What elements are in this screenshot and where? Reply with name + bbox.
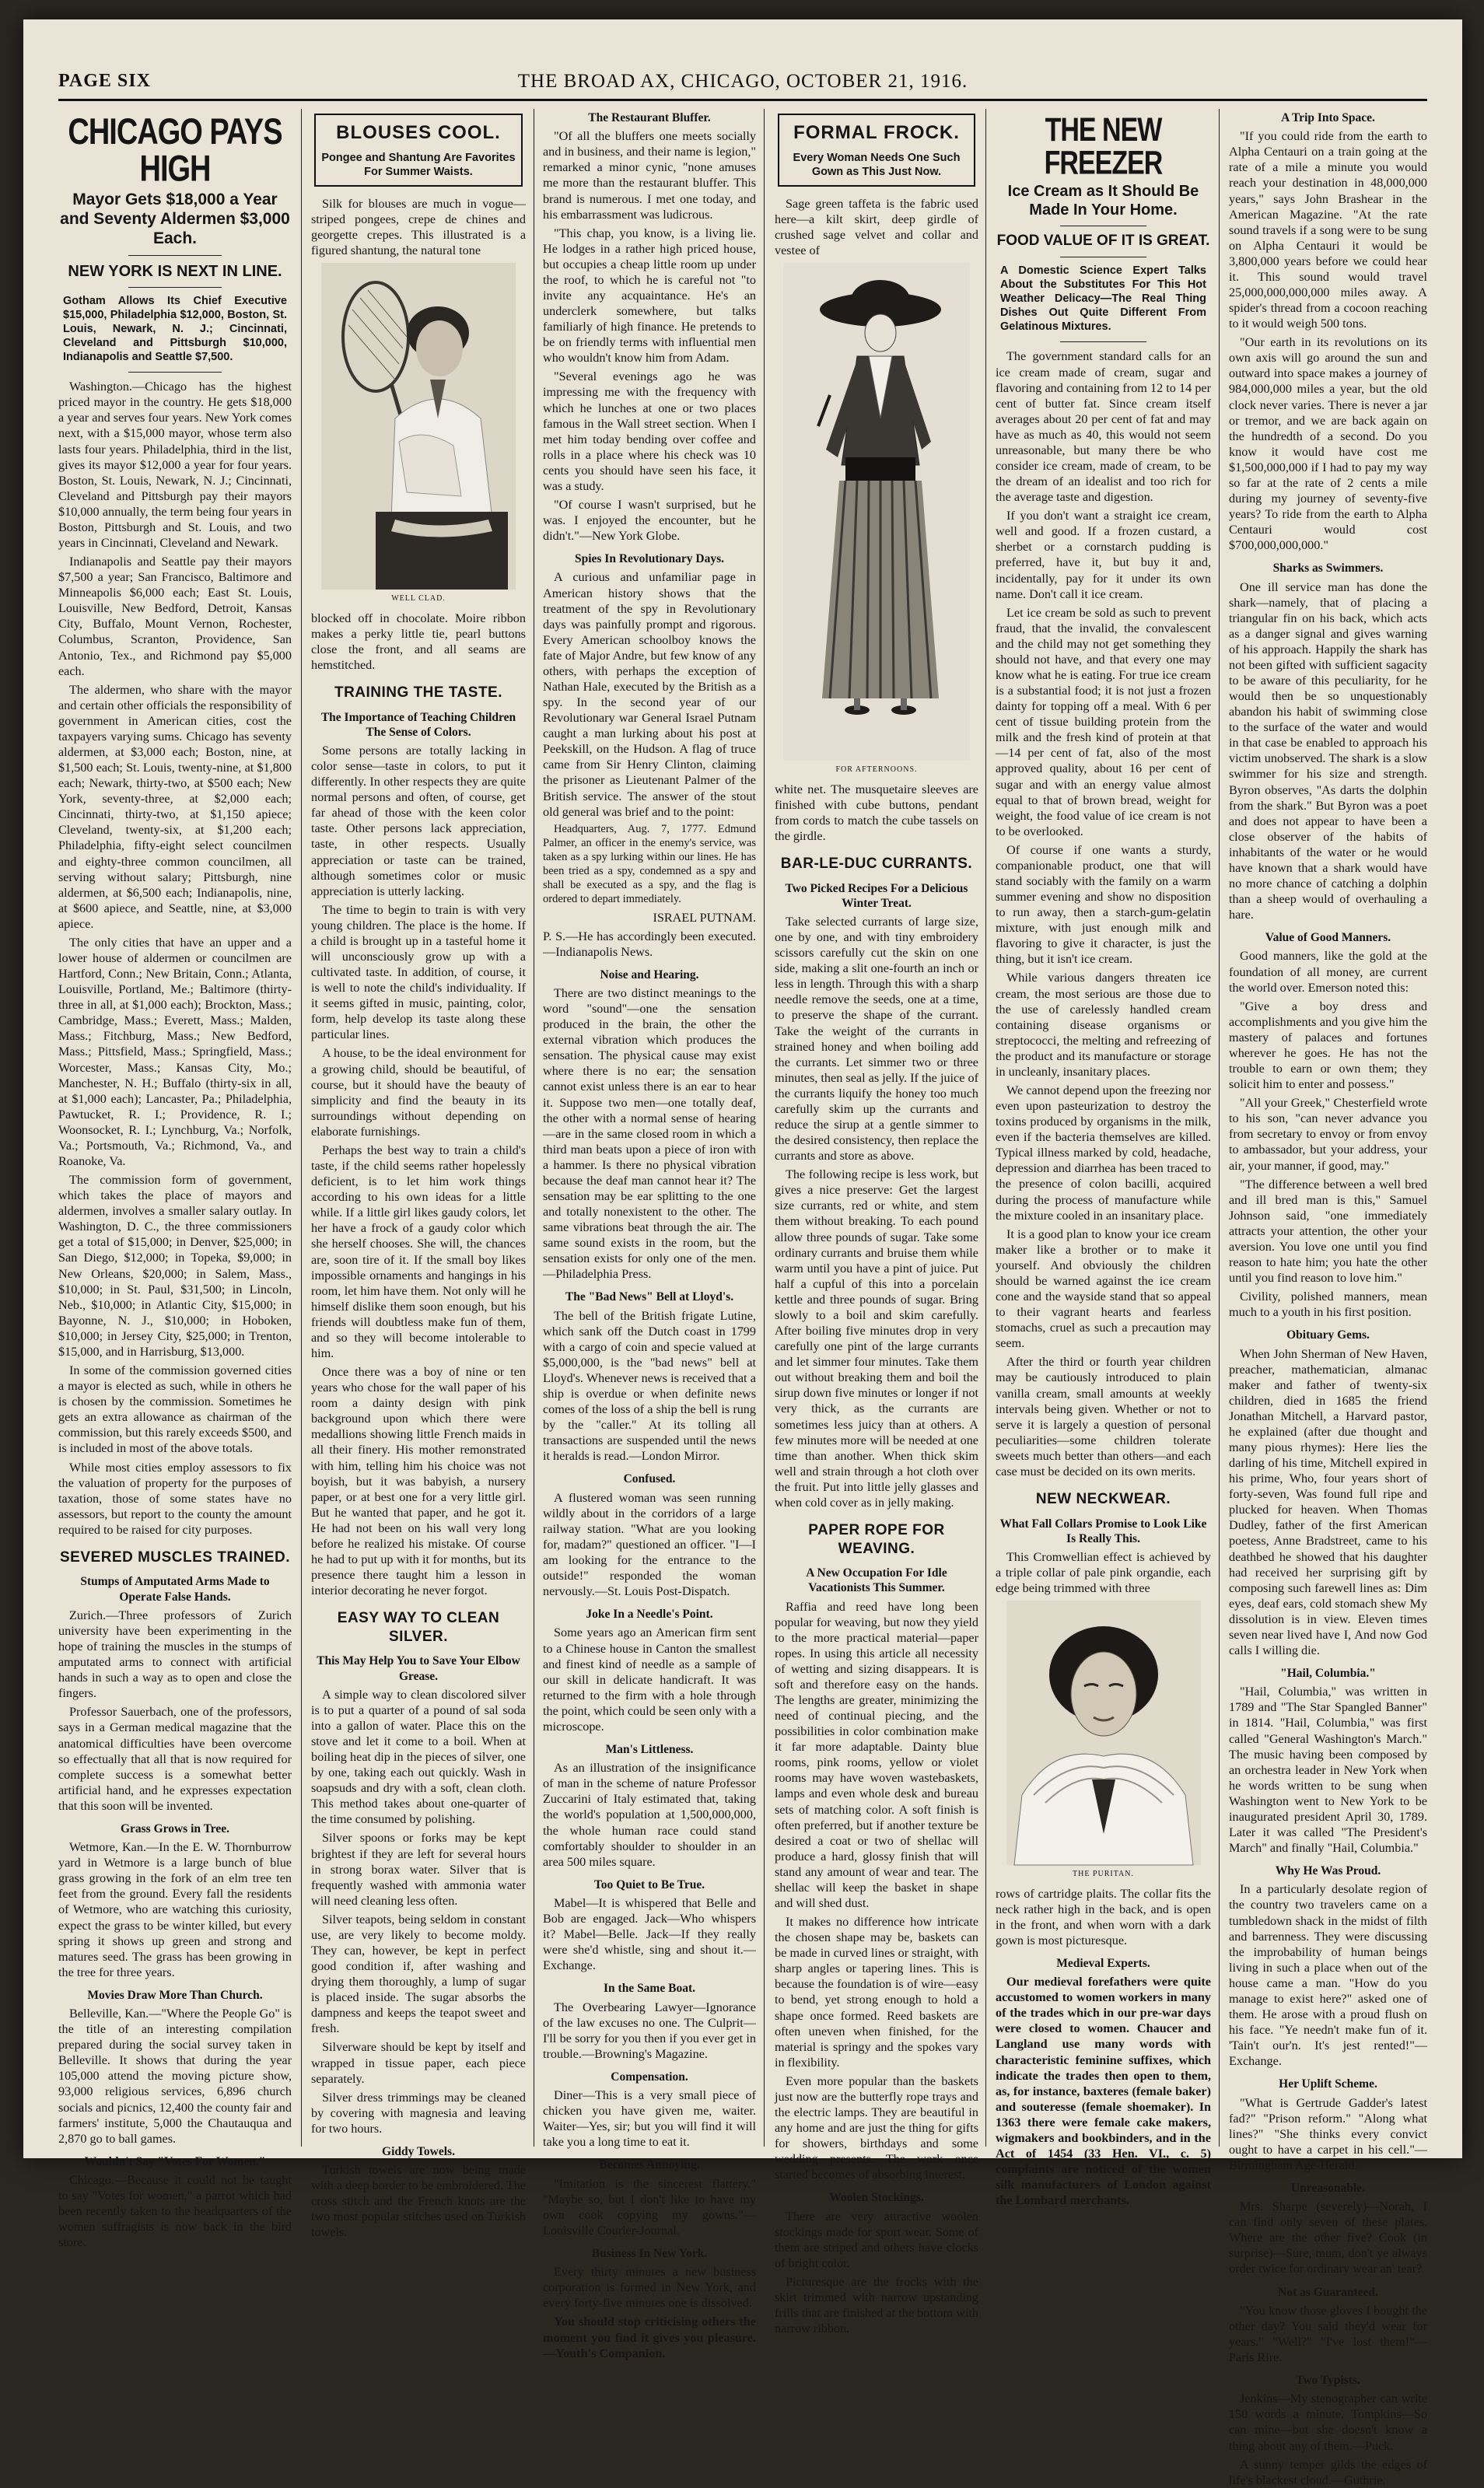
story-headline: Wouldn't Say "Votes For Women." xyxy=(84,2154,266,2168)
story-headline: PAPER ROPE FOR WEAVING. xyxy=(808,1521,945,1557)
paragraph: Our medieval forefathers were quite accustomed to women workers in many of the trades which in our pre-war days were closed to women. Chaucer and Langland use many words with characteristic feminine suffixes, which indicate the trades then open to them, as, for instance, baxteres (female baker) and souteresse (female shoemaker). In 1363 there were female cake makers, wigmakers and bookbinders, and in the Act of 1454 (33 Hen. VI., c. 5) complaints are noticed of the women silk manufacturers of London against the Lombard merchants. xyxy=(996,1975,1211,2208)
story-headline: EASY WAY TO CLEAN SILVER. xyxy=(337,1610,500,1645)
paragraph: The bell of the British frigate Lutine, which sank off the Dutch coast in 1799 with a cargo of coin and specie valued at $5,000,000, is the "bad news" bell at Lloyd's. Whenever news is received that a ship is overdue or when definite news comes of the loss of a ship the bell is rung by the "caller." At its tolling all transactions are suspended until the news it heralds is read.—London Mirror. xyxy=(543,1308,756,1464)
paragraph: A house, to be the ideal environment for a growing child, should be beautiful, of course, but it should have the beauty of simplicity and find the beauty in its surroundings without depending on elaborate furnishings. xyxy=(311,1046,526,1139)
column-rule xyxy=(764,109,765,2147)
paragraph: While various dangers threaten ice cream, the most serious are those due to the use of carelessly handled cream containing disease organisms or streptococci, the melting and refreezing of the product and its manufacture or storage in uncleanly, insanitary places. xyxy=(996,971,1211,1079)
column-2 xyxy=(311,109,526,2240)
paragraph: "Of course I wasn't surprised, but he was. I enjoyed the encounter, but he didn't."—New York Globe. xyxy=(543,498,756,544)
story-headline: Noise and Hearing. xyxy=(600,968,699,982)
paragraph: "Our earth in its revolutions on its own axis will go around the sun and outward into space makes a journey of 984,000,000 miles a year, but the old clock never varies. There is never a jar or tremor, and we are back again on the hundredth of a second. Do you know it would have cost me $1,500,000,000 if I had to pay my way so far at the rate of 2 cents a mile during my journey of seventy-five years? To ride from the earth to Alpha Centauri would cost $700,000,000,000." xyxy=(1229,335,1427,553)
paragraph: blocked off in chocolate. Moire ribbon makes a perky little tie, pearl buttons close the front, and all seams are hemstitched. xyxy=(311,611,526,672)
story-headline: Spies In Revolutionary Days. xyxy=(574,552,725,566)
paragraph: The time to begin to train is with very young children. The place is the home. If a child is brought up in a tasteful home it will unconsciously grow up with a cultivated taste. In addition, of course, it is well to note the child's individuality. If it seems gifted in music, painting, color, form, help develop its taste along these particular lines. xyxy=(311,902,526,1042)
paragraph: Mabel—It is whispered that Belle and Bob are engaged. Jack—Who whispers it? Mabel—Belle. Jack—If they really were she'd whistle, sing and shout it.—Exchange. xyxy=(543,1895,756,1973)
paragraph: Headquarters, Aug. 7, 1777. Edmund Palmer, an officer in the enemy's service, was taken as a spy lurking within our lines. He has been tried as a spy, condemned as a spy and shall be executed as a spy, and the flag is ordered to depart immediately. xyxy=(543,822,756,905)
story-deck: Two Picked Recipes For a Delicious Winter Treat. xyxy=(785,881,968,910)
fashion-photo-blouse xyxy=(321,263,516,590)
story-headline: NEW NECKWEAR. xyxy=(1035,1490,1171,1507)
story-headline: Medieval Experts. xyxy=(1056,1956,1150,1970)
paragraph: rows of cartridge plaits. The collar fits the neck rather high in the back, and is open in the front, and when worn with a dark gown is most picturesque. xyxy=(996,1886,1211,1947)
story-headline: In the Same Boat. xyxy=(604,1982,695,1996)
column-6 xyxy=(1229,109,1427,2487)
paragraph: While most cities employ assessors to fix the valuation of property for the purposes of taxation, those of some states have no assessors, but report to the county the amount required to be raised for city purposes. xyxy=(58,1460,292,1537)
photo-caption: FOR AFTERNOONS. xyxy=(835,765,918,775)
story-deck: This May Help You to Save Your Elbow Grease. xyxy=(317,1654,520,1683)
paragraph: Good manners, like the gold at the foundation of all money, are current the world over. Emerson noted this: xyxy=(1229,949,1427,995)
paragraph: You should stop criticising others the moment you find it gives you pleasure.—Youth's Companion. xyxy=(543,2315,756,2360)
paragraph: "Give a boy dress and accomplishments and you give him the mastery of palaces and fortunes wherever he goes. He has not the trouble to earn or own them; they solicit him to enter and possess." xyxy=(1229,999,1427,1092)
story-headline: SEVERED MUSCLES TRAINED. xyxy=(60,1548,290,1566)
paragraph: "The difference between a well bred and ill bred man is this," Samuel Johnson said, "one immediately attracts your attention, the other your aversion. You love one until you find reason to hate him; you hate the other until you find reason to love him." xyxy=(1229,1177,1427,1286)
story-headline: The Restaurant Bluffer. xyxy=(588,111,711,124)
story-headline: Too Quiet to Be True. xyxy=(593,1877,705,1891)
story-headline: "Hail, Columbia." xyxy=(1280,1667,1376,1681)
paragraph: This Cromwellian effect is achieved by a triple collar of pale pink organdie, each edge being trimmed with three xyxy=(996,1549,1211,1596)
paragraph: "Imitation is the sincerest flattery." "Maybe so, but I don't like to have my own cook copying my gowns."—Louisville Courier-Journal. xyxy=(543,2176,756,2238)
paragraph: Washington.—Chicago has the highest priced mayor in the country. He gets $18,000 a year and serves four years. New York comes next, with a $15,000 mayor, whose term also lasts four years. Philadelphia, third in the list, gives its mayor $12,000 a year for four years. Boston, St. Louis, Newark, N. J.; Cincinnati, Cleveland and Pittsburgh pay their mayors $10,000 annually, the term being four years in Boston, Pittsburgh and St. Louis, and two years in Cincinnati, Cleveland and Newark. xyxy=(58,380,292,550)
paragraph: Silverware should be kept by itself and wrapped in tissue paper, each piece separately. xyxy=(311,2040,526,2086)
story-headline: Movies Draw More Than Church. xyxy=(87,1988,263,2002)
story-headline: Confused. xyxy=(623,1472,676,1486)
paragraph: Perhaps the best way to train a child's taste, if the child seems rather hopelessly deficient, is to let him work things according to his own ideas for a little while. If a little girl likes gaudy colors, let her have a frock of a gaudy color which she herself chooses. She will, the chances are, soon tire of it. If the small boy likes impossible ornaments and hangings in his room, let him have them. Not only will he himself dislike them soon enough, but his friends will doubtless make fun of them, and so they will become intolerable to him. xyxy=(311,1143,526,1360)
paragraph: Let ice cream be sold as such to prevent fraud, that the invalid, the convalescent and the child may not get something they should not have, and that every one may know what he is eating. For true ice cream is a substantial food; it is not just a frozen dainty for topping off a meal. With 6 per cent of tissue building protein from the milk and the fresh kind of protein at that—14 per cent of fat, also of the most approved quality, about 16 per cent of sugar and with an energy value almost equal to that of brown bread, weight for weight, the food value of ice cream is not to be overlooked. xyxy=(996,605,1211,838)
paragraph: "You know those gloves I bought the other day? You said they'd wear for years." "Well?" "I've lost them!"—Paris Rire. xyxy=(1229,2303,1427,2364)
box-title: FORMAL FROCK. xyxy=(793,122,960,143)
column-4 xyxy=(775,109,978,2336)
paragraph: "Of all the bluffers one meets socially and in business, and their name is legion," remarked a minor cynic, "none amuses me more than the restaurant bluffer. This brand is numerous. I met one today, and his embarrassment was ludicrous. xyxy=(543,129,756,222)
fashion-photo-neckwear xyxy=(1006,1601,1201,1865)
story-deck: A New Occupation For Idle Vacationists This Summer. xyxy=(806,1566,947,1595)
story-headline: Man's Littleness. xyxy=(605,1743,694,1756)
summary: A Domestic Science Expert Talks About the Substitutes For This Hot Weather Delicacy—The Real Thing Dishes Out Quite Different From Gelatinous Mixtures. xyxy=(1000,264,1206,334)
story-headline: Why He Was Proud. xyxy=(1275,1864,1381,1878)
story-headline: Joke In a Needle's Point. xyxy=(586,1608,713,1622)
story-headline: Becomes Annoying. xyxy=(599,2158,700,2172)
paragraph: It is a good plan to know your ice cream maker like a brother or to make it yourself. And obviously the children should be warned against the ice cream cone and the wayside stand that so appeal to their vagrant hearts and fearless stomachs, cruel as such a precaution may seem. xyxy=(996,1227,1211,1351)
paragraph: We cannot depend upon the freezing nor even upon pasteurization to destroy the toxins produced by organisms in the milk, even if the bacteria themselves are killed. Typical illness marked by cold, headache, depression and diarrhea has been traced to the presence of colon bacilli, acquired during the process of manufacture while the mixture cooled in an insanitary place. xyxy=(996,1083,1211,1223)
paragraph: Belleville, Kan.—"Where the People Go" is the title of an interesting compilation prepared during the social survey taken in Belleville. It shows that during the year 105,000 attend the moving picture show, 93,000 religious services, 6,896 church socials and picnics, 12,400 the county fair and farmers' institute, 5,000 the Chautauqua and 2,870 go to ball games. xyxy=(58,2007,292,2146)
fashion-illustration-frock xyxy=(783,263,970,761)
headline: THE NEW FREEZER xyxy=(1044,111,1163,182)
paragraph: Every thirty minutes a new business corporation is formed in New York, and every forty-five minutes one is dissolved. xyxy=(543,2265,756,2311)
summary: Gotham Allows Its Chief Executive $15,000, Philadelphia $12,000, Boston, St. Louis, Newark, N. J.; Cincinnati, Cleveland and Pittsburgh $10,000, Indianapolis and Seattle $7,500. xyxy=(63,294,287,364)
paragraph: If you don't want a straight ice cream, well and good. If a frozen custard, a sherbet or a cornstarch pudding is preferred, have it, but buy it and, incidentally, pay for it under its own name. Don't call it ice cream. xyxy=(996,509,1211,601)
headline-deck: Ice Cream as It Should Be Made In Your Home. xyxy=(1007,183,1199,219)
paragraph: Silver spoons or forks may be kept brightest if they are left for several hours in strong borax water. Silver that is frequently washed with ammonia water will need cleaning less often. xyxy=(311,1831,526,1908)
signature: ISRAEL PUTNAM. xyxy=(653,910,756,925)
newspaper-title: THE BROAD AX, CHICAGO, OCTOBER 21, 1916. xyxy=(517,71,968,92)
photo-caption: THE PURITAN. xyxy=(1073,1870,1134,1879)
paragraph: Zurich.—Three professors of Zurich university have been experimenting in the hope of training the muscles in the stumps of amputated arms to connect with artificial hands in such a way as to open and close the fingers. xyxy=(58,1608,292,1701)
story-headline: Two Typists. xyxy=(1296,2374,1360,2388)
paragraph: One ill service man has done the shark—namely, that of placing a triangular fin on his back, which acts as a danger signal and gives warning of his approach. Happily the shark has not been gifted with sufficient sagacity to be aware of this peculiarity, for he would then be so unquestionably abandon his habit of swimming close to the surface of the water and would in that case be enabled to approach his victim unobserved. The shark is a slow swimmer for his size and strength. Byron observes, "As darts the dolphin from the shark." But Byron was a poet and does not appear to have been a close observer of the habits of inhabitants of the water or he would have known that a shark would have no more chance of catching a dolphin than a sheep would of overhauling a hare. xyxy=(1229,579,1427,922)
divider xyxy=(128,287,222,288)
paragraph: Turkish towels are now being made with a deep border to be embroidered. The cross stitch and the French knots are the two most popular stitches used on Turkish towels. xyxy=(311,2163,526,2240)
paragraph: The government standard calls for an ice cream made of cream, sugar and flavoring and containing from 12 to 14 per cent of butter fat. Since cream itself averages about 20 per cent of fat and may have as much as 40, this would not seem unreasonable, but many there be who consider ice cream, made of cream, to be the dream of an idealist and too rich for the average taste and digestion. xyxy=(996,349,1211,505)
paragraph: "Hail, Columbia," was written in 1789 and "The Star Spangled Banner" in 1814. "Hail, Columbia," was first called "General Washington's March." The music having been composed by an orchestra leader in New York when he words written to be sung when Washington went to New York to be inaugurated president April 30, 1789. Later it was called "The President's March" and finally "Hail, Columbia." xyxy=(1229,1685,1427,1856)
paragraph: Sage green taffeta is the fabric used here—a kilt skirt, deep girdle of crushed sage velvet and collar and vestee of xyxy=(775,197,978,258)
photo-caption: WELL CLAD. xyxy=(391,594,446,604)
paragraph: Wetmore, Kan.—In the E. W. Thornburrow yard in Wetmore is a large bunch of blue grass growing in the fork of an elm tree ten feet from the ground. Every fall the residents of Wetmore, who are watching this curiosity, expect the grass to be winter killed, but every spring it shows up green and strong and matures seed. The grass has been growing in the tree for three years. xyxy=(58,1840,292,1979)
paragraph: Picturesque are the frocks with the skirt trimmed with narrow upstanding frills that are finished at the bottom with narrow ribbon. xyxy=(775,2274,978,2336)
paragraph: Jenkins—My stenographer can write 150 words a minute. Tompkins—So can mine—but she doesn't know a thing about any of them.—Puck. xyxy=(1229,2392,1427,2453)
paragraph: The aldermen, who share with the mayor and certain other officials the responsibility of government in American cities, cost the taxpayers varying sums. Chicago has seventy aldermen, at $3,000 each; Boston, nine, at $1,500 each; St. Louis, twenty-nine, at $1,800 each; Newark, thirty-two, at $500 each; New York, seventy-three, at $2,000 each; Cincinnati, thirty-two, at $1,150 apiece; Cleveland, twenty-six, at $1,200 each; Philadelphia, fifty-eight select councilmen and eighty-three common councilmen, all serving without salary; Pittsburgh, nine aldermen, at $6,500 each; Indianapolis, nine, at $600 apiece, and Seattle, nine, at $3,000 apiece. xyxy=(58,682,292,931)
column-1 xyxy=(58,109,292,2250)
paragraph: Chicago.—Because it could not be taught to say "Votes for women," a parrot which had been recently taken to the headquarters of the women suffragists is now back in the bird store. xyxy=(58,2172,292,2250)
story-headline: Unreasonable. xyxy=(1291,2181,1365,2195)
column-5 xyxy=(996,109,1211,2208)
story-deck: Stumps of Amputated Arms Made to Operate False Hands. xyxy=(80,1575,270,1604)
story-headline: Compensation. xyxy=(611,2070,688,2084)
paragraph: The Overbearing Lawyer—Ignorance of the law excuses no one. The Culprit—I'll be sorry for you then if you ever get in trouble.—Browning's Magazine. xyxy=(543,2000,756,2061)
column-3 xyxy=(543,109,756,2360)
paragraph: A flustered woman was seen running wildly about in the corridors of a large railway station. "What are you looking for, madam?" questioned an officer. "I—I am looking for the entrance to the outside!" responded the woman nervously.—St. Louis Post-Dispatch. xyxy=(543,1490,756,1599)
paragraph: There are two distinct meanings to the word "sound"—one the sensation produced in the brain, the other the external vibration which produces the sensation. The physical cause may exist where there is no ear; the sensation cannot exist unless there is an ear to hear it. Suppose two men—one totally deaf, the other with a normal sense of hearing—are in the same closed room in which a third man beats upon a piece of iron with a hammer. Is there no physical vibration because the deaf man cannot hear it? The sensation may be ear splitting to the one and totally nonexistent to the other. The same vibrations beat through the air. The same sound exists in the room, but the sensation exists for only one of the men.—Philadelphia Press. xyxy=(543,985,756,1282)
box-subtitle: Every Woman Needs One Such Gown as This Just Now. xyxy=(793,151,961,178)
paragraph: Civility, polished manners, mean much to a youth in his first position. xyxy=(1229,1289,1427,1320)
paragraph: A simple way to clean discolored silver is to put a quarter of a pound of sal soda into a gallon of water. Place this on the stove and let it come to a boil. When at boiling heat dip in the pieces of silver, one by one, taking each out quickly. Wash in soapsuds and dry with a soft, clean cloth. This method takes about one-quarter of the time consumed by polishing. xyxy=(311,1687,526,1827)
story-headline: Giddy Towels. xyxy=(382,2144,455,2158)
subhead: FOOD VALUE OF IT IS GREAT. xyxy=(996,233,1210,249)
paragraph: Take selected currants of large size, one by one, and with tiny embroidery scissors carefully cut the skin on one side, making a slit one-fourth an inch or less in length. Through this with a sharp needle remove the seeds, one at a time, to preserve the shape of the currant. Take the weight of the currants in strained honey and when boiling add the currants. Let simmer two or three minutes, then seal as jelly. If the juice of the currants liquify the honey too much carefully skim up the currants and reduce the sirup at a gentle simmer to the desired consistency, then replace the currants and store as above. xyxy=(775,915,978,1164)
paragraph: A curious and unfamiliar page in American history shows that the treatment of the spy in Revolutionary days was painfully prompt and rigorous. Every American schoolboy knows the fate of Major Andre, but few know of any others, with perhaps the exception of Nathan Hale, executed by the British as a spy. In the second year of our Revolutionary war General Israel Putnam caught a man lurking about his post at Peekskill, on the Hudson. A flag of truce came from Sir Henry Clinton, claiming the prisoner as Lieutenant Palmer of the British service. The answer of the stout old general was brief and to the point: xyxy=(543,570,756,819)
paragraph: A sunny temper gilds the edges of life's blackest cloud.—Guthrie. xyxy=(1229,2457,1427,2487)
paragraph: white net. The musquetaire sleeves are finished with cube buttons, pendant from cords to match the cube tassels on the girdle. xyxy=(775,782,978,843)
story-headline: Her Uplift Scheme. xyxy=(1279,2077,1377,2091)
paragraph: Silver teapots, being seldom in constant use, are very likely to become moldy. They can, however, be kept in perfect good condition if, after washing and drying them thoroughly, a lump of sugar is placed inside. The sugar absorbs the dampness and keeps the teapot sweet and fresh. xyxy=(311,1912,526,2036)
divider xyxy=(1060,341,1146,342)
story-headline: The "Bad News" Bell at Lloyd's. xyxy=(565,1290,734,1304)
paragraph: Even more popular than the baskets just now are the butterfly rope trays and the electric lamps. They are beautiful in any home and are just the thing for gifts for showers, birthdays and some wedding presents. The work once started becomes of absorbing interest. xyxy=(775,2073,978,2182)
paragraph: Of course if one wants a sturdy, companionable product, one that will stand sociably with the family on a warm summer evening and show no disposition to run away, then a starch-gum-gelatin mixture, with just enough milk and flavoring to give it character, is just the thing, but it isn't ice cream. xyxy=(996,842,1211,967)
paragraph: In a particularly desolate region of the country two travelers came on a tumbledown shack in the midst of filth and barrenness. They were discussing the improbability of human beings living in such a place when out of the house came a man. "How do you manage to exist here?" asked one of them. He arose with a proud flush on his face. "Ye needn't make fun of it. 'Tain't our'n. It's jest rented!"—Exchange. xyxy=(1229,1882,1427,2069)
column-rule xyxy=(985,109,986,2147)
story-headline: Not as Guaranteed. xyxy=(1278,2285,1378,2299)
story-headline: A Trip Into Space. xyxy=(1281,111,1375,124)
story-headline: Woolen Stockings. xyxy=(829,2191,924,2205)
paragraph: Raffia and reed have long been popular for weaving, but now they yield to the more practical material—paper ropes. In using this article all necessity of wetting and sizing disappears. It is soft and therefore easy on the hands. The lengths are greater, minimizing the need of continual piecing, and the possibilities in color combination make it far more adaptable. Dainty blue rooms, pink rooms, yellow or violet rooms may have woven wastebaskets, lamps and even whole desk and bureau sets of matching color. A soft finish is often preferred, but if another texture be desired a coat or two of shellac will produce a hard, glossy finish that will stand any amount of wear and tear. The shellac will keep the basket in shape and will shed dust. xyxy=(775,1599,978,1910)
newspaper-page xyxy=(23,19,1462,2487)
story-headline: Grass Grows in Tree. xyxy=(120,1821,230,1835)
paragraph: After the third or fourth year children may be cautiously introduced to plain vanilla cream, small amounts at weekly intervals being given. Whether or not to serve it is largely a question of personal peculiarities—some children tolerate sweets much better than others—and each case must be decided on its own merits. xyxy=(996,1355,1211,1478)
paragraph: Silk for blouses are much in vogue—striped pongees, crepe de chines and georgette crepes. This illustrated is a figured shantung, the natural tone xyxy=(311,197,526,258)
paragraph: Mrs. Sharpe (severely)—Norah, I can find only seven of these plates. Where are the other five? Cook (in surprise)—Sure, mum, don't ye always order twice for ordinary wear an' tear? xyxy=(1229,2199,1427,2276)
paragraph: When John Sherman of New Haven, preacher, mathematician, almanac maker and father of twenty-six children, died in 1685 the friend Jonathan Mitchell, a Harvard pastor, he explained (after due thought and many pious rhymes): Here lies the darling of his time, Mitchell expired in his prime, Who, four years short of forty-seven, Was found full ripe and plucked for heaven. When Thomas Dudley, father of the first American poetess, Anne Bradstreet, came to his deathbed he showed that his daughter had received her surprising gift by composing such farewell lines as: Dim eyes, deaf ears, cold stomach shew My dissolution is in view. Eleven times seven near lived have I, And now God calls I willing die. xyxy=(1229,1346,1427,1657)
story-headline: TRAINING THE TASTE. xyxy=(334,684,503,702)
story-headline: Obituary Gems. xyxy=(1286,1328,1370,1342)
masthead xyxy=(58,68,1427,101)
paragraph: The commission form of government, which takes the place of mayors and aldermen, involves a smaller salary outlay. In Washington, D. C., the three commissioners get a total of $15,000; in Denver, $25,000; in San Diego, $12,000; in Topeka, $9,000; in New Orleans, $20,000; in Salem, Mass., $10,000; in St. Paul, $31,500; in Lincoln, Neb., $10,000; in Atlantic City, $15,000; in Bayonne, N. J., $10,000; in Hoboken, $10,000; in Jersey City, $25,000; in Trenton, $15,000, and in Harrisburg, $13,000. xyxy=(58,1173,292,1359)
headline: CHICAGO PAYS HIGH xyxy=(68,111,282,190)
story-headline: Sharks as Swimmers. xyxy=(1272,562,1384,576)
paragraph: There are very attractive woolen stockings made for sport wear. Some of them are striped and others have clocks of bright color. xyxy=(775,2209,978,2270)
story-headline: Value of Good Manners. xyxy=(1265,931,1391,945)
paragraph: As an illustration of the insignificance of man in the scheme of nature Professor Zuccarini of Italy estimated that, taking the world's population at 1,500,000,000, the whole human race could stand comfortably shoulder to shoulder in an area 500 miles square. xyxy=(543,1761,756,1869)
paragraph: Diner—This is a very small piece of chicken you have given me, waiter. Waiter—Yes, sir; but you will find it will take you a long time to eat it. xyxy=(543,2088,756,2150)
paragraph: The only cities that have an upper and a lower house of aldermen or councilmen are Hartford, Conn.; New Britain, Conn.; Atlanta, Louisville, Portland, Me.; Baltimore (thirty-three in all, at $1,000 each); Brockton, Mass.; Cambridge, Mass.; Everett, Mass.; Malden, Mass.; Fitchburg, Mass.; New Bedford, Mass.; Pittsfield, Mass.; Springfield, Mass.; Worcester, Mass.; Kansas City, Mo.; Manchester, N. H.; Buffalo (thirty-six in all, at $1,000 each); Lancaster, Pa.; Philadelphia, Pawtucket, R. I.; Providence, R. I.; Woonsocket, R. I.; Lynchburg, Va.; Norfolk, Va.; Portsmouth, Va.; Richmond, Va., and Roanoke, Va. xyxy=(58,935,292,1169)
paragraph: In some of the commission governed cities a mayor is elected as such, while in others he is chosen by the commission. Sometimes he gets an extra allowance as chairman of the commission, but this rarely exceeds $500, and is included in most of the above totals. xyxy=(58,1363,292,1456)
box-title: BLOUSES COOL. xyxy=(336,122,501,143)
boxed-headline xyxy=(314,114,523,187)
paragraph: "All your Greek," Chesterfield wrote to his son, "can never advance you from secretary to envoy or from envoy to ambassador, but your address, your air, your manner, if good, may." xyxy=(1229,1096,1427,1173)
column-rule xyxy=(301,109,302,2147)
story-deck: The Importance of Teaching Children The Sense of Colors. xyxy=(320,710,516,739)
column-rule xyxy=(1219,109,1220,2147)
paragraph: It makes no difference how intricate the chosen shape may be, baskets can be made in curved lines or straight, with sharp angles or tapering lines. This is because the foundation is of wire—easy to bend, yet strong enough to hold a shape once formed. Reed baskets are often uneven when finished, for the material is springy and the spokes vary in flexibility. xyxy=(775,1915,978,2070)
paragraph: Once there was a boy of nine or ten years who chose for the wall paper of his room a dainty design with pink background upon which there were medallions showing little French maids in all their finery. His mother remonstrated with him, telling him his choice was not boyish, but it was babyish, a nursery paper, or at best one for a very little girl. But he wanted that paper, and he got it. He had not been on his wall very long before he realized his mistake. Of course he had to put up with it for months, but its presence there taught him a lesson in interior decorating he never forgot. xyxy=(311,1365,526,1598)
story-deck: What Fall Collars Promise to Look Like Is Really This. xyxy=(999,1517,1207,1545)
paragraph: "If you could ride from the earth to Alpha Centauri on a train going at the rate of a mile a minute you would reach your destination in 48,000,000 years," says John Brashear in the American Magazine. "At the rate sound travels if a song were to be sung on Alpha Centauri it would be 3,800,000 years before we could hear it. This sound would travel 25,000,000,000,000 miles away. A spider's thread from a cocoon reaching to it would weigh 500 tons. xyxy=(1229,129,1427,331)
paragraph: P. S.—He has accordingly been executed. —Indianapolis News. xyxy=(543,929,756,959)
paragraph: Some persons are totally lacking in color sense—taste in colors, to put it differently. In other respects they are quite normal persons and often, of course, get far ahead of those with the keen color taste. Other persons lack appreciation, taste, in other respects. Usually appreciation or taste can be trained, although sometimes color or music appreciation is utterly lacking. xyxy=(311,744,526,898)
page-number: PAGE SIX xyxy=(58,71,151,91)
paragraph: "Several evenings ago he was impressing me with the frequency with which he lunches at one or two places famous in the Wall street section. When I met him today bending over coffee and rolls in a place where his check was 10 cents you should have seen his face, it was a study. xyxy=(543,369,756,493)
subhead: NEW YORK IS NEXT IN LINE. xyxy=(68,262,282,280)
paragraph: Professor Sauerbach, one of the professors, says in a German medical magazine that the anatomical difficulties have been overcome so effectually that all that is now required for complete success is a somewhat better artificial hand, and he expresses expectation that this soon will be invented. xyxy=(58,1705,292,1813)
paragraph: "What is Gertrude Gadder's latest fad?" "Prison reform." "Along what lines?" "She thinks every convict ought to have a carpet in his cell."—Birmingham Age-Herald. xyxy=(1229,2095,1427,2172)
paragraph: Indianapolis and Seattle pay their mayors $7,500 a year; San Francisco, Baltimore and Minneapolis $6,000 each; East St. Louis, Louisville, New Bedford, Detroit, Kansas City, Buffalo, Mount Vernon, Rochester, Columbus, Scranton, Providence, San Antonio, Tex., and Richmond pay $5,000 each. xyxy=(58,555,292,678)
box-subtitle: Pongee and Shantung Are Favorites For Summer Waists. xyxy=(321,151,516,178)
divider xyxy=(128,255,222,256)
paragraph: Silver dress trimmings may be cleaned by covering with magnesia and leaving for two hours. xyxy=(311,2090,526,2136)
paragraph: "This chap, you know, is a living lie. He lodges in a rather high priced house, but occupies a cheap little room up under the roof, to which he is careful not "to invite any acquaintance. He's an underclerk somewhere, but talks familiarly of high finance. He pretends to be on friendly terms with influential men who wouldn't know him from Adam. xyxy=(543,226,756,366)
divider xyxy=(128,372,222,373)
story-headline: BAR-LE-DUC CURRANTS. xyxy=(780,856,973,873)
paragraph: The following recipe is less work, but gives a nice preserve: Get the largest size currants, red or white, and stem them without breaking. To each pound allow three pounds of sugar. Take some ordinary currants and bruise them while warm until you have a pint of juice. Put half a cupful of this into a porcelain kettle and three pounds of sugar. Bring slowly to a boil and skim carefully. After boiling five minutes drop in very carefully one pint of the large currants and let simmer four minutes. Take them out without breaking them and boil the sirup down five minutes or longer if not very thick, as the currants are sometimes less juicy than at others. A few minutes more will be needed at one time than another. When thick skim well and strain through a hot cloth over the fruit. Put into little jelly glasses and when cold cover as in jelly making. xyxy=(775,1167,978,1510)
boxed-headline xyxy=(778,114,975,187)
headline-deck: Mayor Gets $18,000 a Year and Seventy Aldermen $3,000 Each. xyxy=(60,191,290,248)
story-headline: Business In New York. xyxy=(591,2246,708,2260)
paragraph: Some years ago an American firm sent to a Chinese house in Canton the smallest and finest kind of needle as a sample of our skill in delicate handicraft. It was returned to the firm with a hole through the point, which could be seen only with a microscope. xyxy=(543,1625,756,1734)
